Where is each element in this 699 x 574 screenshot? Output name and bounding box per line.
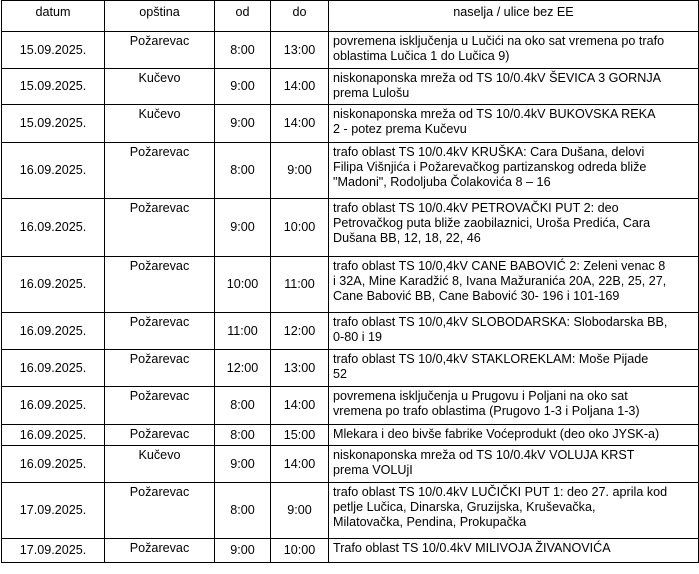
time-to-cell: 14:00 <box>271 69 329 105</box>
time-to-cell: 13:00 <box>271 350 329 387</box>
time-to-cell: 13:00 <box>271 32 329 69</box>
time-from-cell: 9:00 <box>215 69 271 105</box>
outage-table <box>1 0 699 563</box>
table-row <box>2 313 699 350</box>
header-description: naselja / ulice bez EE <box>329 1 699 32</box>
time-to-cell: 15:00 <box>271 425 329 446</box>
time-to-cell: 10:00 <box>271 539 329 563</box>
time-to-cell: 11:00 <box>271 257 329 313</box>
description-cell: trafo oblast TS 10/0,4kV SLOBODARSKA: Slobodarska BB, 0-80 i 19 <box>329 313 699 350</box>
table-row <box>2 350 699 387</box>
date-cell: 16.09.2025. <box>2 350 105 387</box>
description-cell: Trafo oblast TS 10/0.4kV MILIVOJA ŽIVANOVIĆA <box>329 539 699 563</box>
table-row <box>2 257 699 313</box>
table-row <box>2 387 699 425</box>
description-cell: trafo oblast TS 10/0,4kV CANE BABOVIĆ 2: Zeleni venac 8 i 32A, Mine Karadžić 8, Ivana Mažuranića 20A, 22B, 25, 27, Cane Babović BB, Cane Babović 30- 196 i 101-169 <box>329 257 699 313</box>
date-cell: 16.09.2025. <box>2 387 105 425</box>
date-cell: 16.09.2025. <box>2 446 105 483</box>
time-from-cell: 9:00 <box>215 446 271 483</box>
municipality-cell: Požarevac <box>105 350 215 387</box>
municipality-cell: Kučevo <box>105 446 215 483</box>
municipality-cell: Požarevac <box>105 313 215 350</box>
time-to-cell: 9:00 <box>271 483 329 539</box>
date-cell: 15.09.2025. <box>2 32 105 69</box>
description-cell: povremena isključenja u Prugovu i Poljani na oko sat vremena po trafo oblastima (Prugovo 1-3 i Poljana 1-3) <box>329 387 699 425</box>
table-row <box>2 446 699 483</box>
table-row <box>2 69 699 105</box>
municipality-cell: Požarevac <box>105 199 215 257</box>
description-cell: trafo oblast TS 10/0.4kV LUČIČKI PUT 1: deo 27. aprila kod petlje Lučica, Dinarska, Gruzijska, Kruševačka, Milatovačka, Pendina, Prokupačka <box>329 483 699 539</box>
time-from-cell: 11:00 <box>215 313 271 350</box>
description-cell: niskonaponska mreža od TS 10/0.4kV ŠEVICA 3 GORNJA prema Lulošu <box>329 69 699 105</box>
municipality-cell: Kučevo <box>105 105 215 143</box>
municipality-cell: Požarevac <box>105 539 215 563</box>
time-from-cell: 8:00 <box>215 32 271 69</box>
municipality-cell: Požarevac <box>105 425 215 446</box>
time-from-cell: 9:00 <box>215 539 271 563</box>
date-cell: 16.09.2025. <box>2 257 105 313</box>
table-row <box>2 539 699 563</box>
time-to-cell: 10:00 <box>271 199 329 257</box>
time-from-cell: 12:00 <box>215 350 271 387</box>
header-date: datum <box>2 1 105 32</box>
table-row <box>2 105 699 143</box>
table-row <box>2 143 699 199</box>
time-to-cell: 14:00 <box>271 446 329 483</box>
time-from-cell: 10:00 <box>215 257 271 313</box>
municipality-cell: Požarevac <box>105 143 215 199</box>
date-cell: 17.09.2025. <box>2 483 105 539</box>
description-cell: trafo oblast TS 10/0.4kV PETROVAČKI PUT 2: deo Petrovačkog puta bliže zaobilaznici, Uroša Predića, Cara Dušana BB, 12, 18, 22, 46 <box>329 199 699 257</box>
header-row <box>2 1 699 32</box>
time-from-cell: 9:00 <box>215 199 271 257</box>
date-cell: 16.09.2025. <box>2 143 105 199</box>
time-to-cell: 9:00 <box>271 143 329 199</box>
header-municipality: opština <box>105 1 215 32</box>
municipality-cell: Požarevac <box>105 387 215 425</box>
description-cell: Mlekara i deo bivše fabrike Voćeprodukt (deo oko JYSK-a) <box>329 425 699 446</box>
description-cell: niskonaponska mreža od TS 10/0.4kV BUKOVSKA REKA 2 - potez prema Kučevu <box>329 105 699 143</box>
time-from-cell: 8:00 <box>215 387 271 425</box>
table-row <box>2 32 699 69</box>
table-row <box>2 483 699 539</box>
time-from-cell: 9:00 <box>215 105 271 143</box>
municipality-cell: Požarevac <box>105 32 215 69</box>
municipality-cell: Požarevac <box>105 483 215 539</box>
date-cell: 17.09.2025. <box>2 539 105 563</box>
date-cell: 15.09.2025. <box>2 69 105 105</box>
time-to-cell: 12:00 <box>271 313 329 350</box>
municipality-cell: Kučevo <box>105 69 215 105</box>
table-row <box>2 199 699 257</box>
header-to: do <box>271 1 329 32</box>
description-cell: trafo oblast TS 10/0.4kV KRUŠKA: Cara Dušana, delovi Filipa Višnjića i Požarevačkog partizanskog odreda bliže "Madoni", Rodoljuba Čolakovića 8 – 16 <box>329 143 699 199</box>
time-to-cell: 14:00 <box>271 105 329 143</box>
table-row <box>2 425 699 446</box>
time-to-cell: 14:00 <box>271 387 329 425</box>
time-from-cell: 8:00 <box>215 483 271 539</box>
header-from: od <box>215 1 271 32</box>
date-cell: 16.09.2025. <box>2 313 105 350</box>
date-cell: 16.09.2025. <box>2 199 105 257</box>
description-cell: trafo oblast TS 10/0,4kV STAKLOREKLAM: Moše Pijade 52 <box>329 350 699 387</box>
date-cell: 15.09.2025. <box>2 105 105 143</box>
description-cell: niskonaponska mreža od TS 10/0.4kV VOLUJA KRST prema VOLUjI <box>329 446 699 483</box>
time-from-cell: 8:00 <box>215 143 271 199</box>
municipality-cell: Požarevac <box>105 257 215 313</box>
date-cell: 16.09.2025. <box>2 425 105 446</box>
description-cell: povremena isključenja u Lučići na oko sat vremena po trafo oblastima Lučica 1 do Lučica 9) <box>329 32 699 69</box>
time-from-cell: 8:00 <box>215 425 271 446</box>
